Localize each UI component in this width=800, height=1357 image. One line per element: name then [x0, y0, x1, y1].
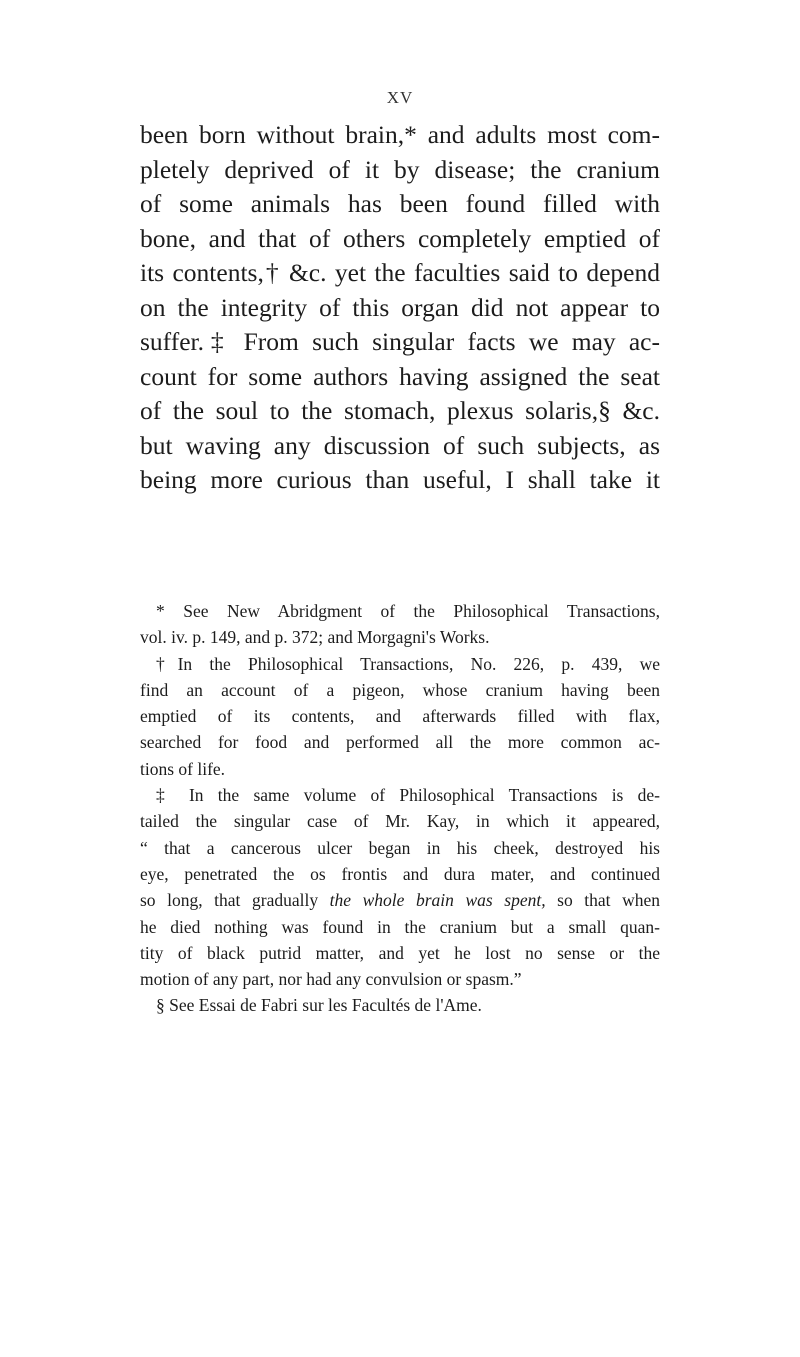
footnote-line: tailed the singular case of Mr. Kay, in which it appeared,	[140, 811, 660, 832]
footnotes	[140, 598, 660, 1019]
footnote-line: vol. iv. p. 149, and p. 372; and Morgagni's Works.	[140, 627, 490, 648]
text-line: been born without brain,* and adults most com-	[140, 120, 660, 149]
footnote-line: § See Essai de Fabri sur les Facultés de l'Ame.	[156, 995, 482, 1016]
footnote-text: so that when	[545, 890, 660, 911]
page-number: XV	[386, 88, 414, 107]
text-line: of some animals has been found filled with	[140, 189, 660, 218]
text-line: of the soul to the stomach, plexus solaris,§ &c.	[140, 396, 660, 425]
footnote-line: find an account of a pigeon, whose cranium having been	[140, 679, 660, 700]
text-line: on the integrity of this organ did not appear to	[140, 292, 660, 322]
footnote-line: searched for food and performed all the more common ac-	[140, 732, 660, 753]
footnote-line: tions of life.	[140, 758, 226, 779]
text-line: bone, and that of others completely emptied of	[140, 223, 660, 253]
main-text	[140, 118, 660, 498]
footnote-line: tity of black putrid matter, and yet he lost no sense or the	[140, 942, 660, 963]
footnote-line: †In the Philosophical Transactions, No. 226, p. 439, we	[156, 653, 660, 674]
text-line: its contents,† &c. yet the faculties said to depend	[140, 258, 660, 287]
text-line: being more curious than useful, I shall take it	[140, 465, 660, 494]
footnote-text: so long, that gradually	[140, 890, 330, 911]
footnote-line	[140, 887, 660, 913]
footnote-line: “ that a cancerous ulcer began in his cheek, destroyed his	[140, 837, 660, 858]
footnote-line: he died nothing was found in the cranium but a small quan-	[140, 916, 660, 937]
footnote-line: motion of any part, nor had any convulsion or spasm.”	[140, 969, 522, 990]
italic-phrase: the whole brain was spent,	[329, 890, 546, 911]
footnote-line: eye, penetrated the os frontis and dura mater, and continued	[140, 863, 660, 884]
footnote-line: emptied of its contents, and afterwards filled with flax,	[140, 706, 660, 727]
footnote-line: * See New Abridgment of the Philosophical Transactions,	[156, 601, 660, 621]
text-line: but waving any discussion of such subjects, as	[140, 430, 660, 460]
text-line: suffer.‡ From such singular facts we may ac-	[140, 327, 660, 356]
text-line: count for some authors having assigned the seat	[140, 361, 660, 391]
footnote-line: ‡ In the same volume of Philosophical Transactions is de-	[156, 785, 660, 806]
text-line: pletely deprived of it by disease; the cranium	[140, 154, 660, 184]
